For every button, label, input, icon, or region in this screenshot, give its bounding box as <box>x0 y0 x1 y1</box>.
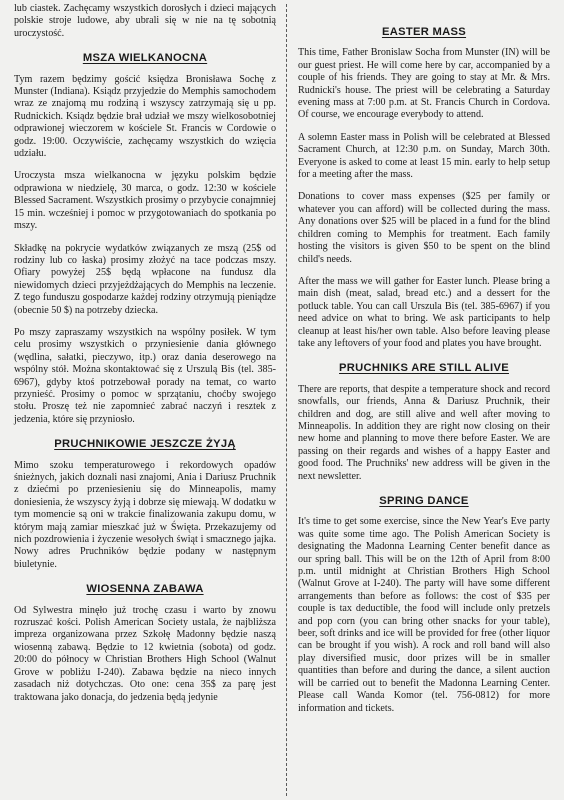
section-heading: SPRING DANCE <box>379 495 469 507</box>
paragraph: Uroczysta msza wielkanocna w języku polskim będzie odprawiona w niedzielę, 30 marca, o godz. 12:30 w kościele Blessed Sacrament. Wszystkich prosimy o przybycie conajmniej 15 min. wcześniej i pomoc w przygotowaniach do spotkania po mszy. <box>14 170 276 232</box>
section-heading: WIOSENNA ZABAWA <box>86 583 204 596</box>
section-pruchnikowie <box>14 438 276 571</box>
paragraph: Donations to cover mass expenses ($25 per family or whatever you can afford) will be collected during the mass. Any donations over $25 will be placed in a fund for the blind children coming to Memphis for treatment. Each family hosting the visitors is given $50 to be spent on the blind child's needs. <box>298 191 550 265</box>
section-wiosenna-zabawa <box>14 583 276 704</box>
paragraph: There are reports, that despite a temperature shock and record snowfalls, our friends, Anna & Dariusz Pruchnik, their children and dog, are still alive and well after moving to Minneapolis. In addition they are right now closing on their new home and planning to move there before Easter. We are passing on their regards and wishes of a happy Easter and good food. The Pruchniks' new address will be given in the next newsletter. <box>298 383 550 482</box>
section-heading: PRUCHNIKS ARE STILL ALIVE <box>339 362 509 375</box>
paragraph: Od Sylwestra minęło już trochę czasu i warto by znowu rozruszać kości. Polish American Society ustala, że najbliższa impreza organizowana przez Szkołę Madonny będzie naszą wiosenną zabawą. Będzie to 12 kwietnia (sobota) od godz. 20:00 do północy w Christian Brothers High School (Walnut Grove w pobliżu I-240). Zabawa będzie na nieco innych zasadach niż dotychczas. Oto one: cena 35$ za parę jest traktowana jako donacja, do jedzenia będą jedynie <box>14 604 276 703</box>
section-spring-dance <box>298 495 550 715</box>
paragraph: Po mszy zapraszamy wszystkich na wspólny posiłek. W tym celu prosimy wszystkich o przyniesienie dania głównego (wędlina, sałatki, pieczywo, itp.) oraz dania deserowego na wspólny stół. Można skontaktować się z Urszulą Bis (tel. 385-6967), gdyby ktoś potrzebował porady na temat, co warto przynieść. Prosimy o pomoc w sprzątaniu, choćby swojego stołu. Proszę też nie zapomnieć zabrać naczyń i resztek z jedzenia, które się przyniosło. <box>14 326 276 425</box>
section-easter-mass <box>298 26 550 350</box>
right-column-english <box>298 0 550 800</box>
paragraph: Składkę na pokrycie wydatków związanych ze mszą (25$ od rodziny lub co łaska) prosimy złożyć na tace podczas mszy. Ofiary powyżej 25$ będą wpłacone na fundusz dla niewidomych dzieci przyjeżdżających do Memphis na leczenie. Z tego funduszu gospodarze każdej rodziny otrzymują pieniądze (obecnie 50 $) na potrzeby dziecka. <box>14 242 276 316</box>
paragraph: This time, Father Bronislaw Socha from Munster (IN) will be our guest priest. He will come here by car, accompanied by a couple of his friends. They are going to stay at Mr. & Mrs. Rudnicki's house. The priest will be celebrating a Saturday evening mass at 7:00 p.m. at St. Francis Church in Cordova. Of course, we encourage everybody to attend. <box>298 47 550 121</box>
section-heading: MSZA WIELKANOCNA <box>82 52 208 65</box>
column-divider <box>286 4 288 796</box>
intro-paragraph: lub ciastek. Zachęcamy wszystkich dorosłych i dzieci mających polskie stroje ludowe, aby ubrali się w nie na tę sobotnią uroczystość. <box>14 3 276 39</box>
left-column-polish <box>14 0 276 800</box>
paragraph: A solemn Easter mass in Polish will be celebrated at Blessed Sacrament Church, at 12:30 p.m. on Sunday, March 30th. Everyone is asked to come at least 15 min. early to help setup for a meeting after the mass. <box>298 131 550 181</box>
paragraph: It's time to get some exercise, since the New Year's Eve party was quite some time ago. The Polish American Society is designating the Madonna Learning Center benefit dance as our spring ball. This will be on the 12th of April from 8:00 p.m. until midnight at Christian Brothers High School (Walnut Grove at I-240). The party will have some different arrangements than before as follows: the cost of $35 per couple is tax deductible, the food will include only pretzels and pop corn (you can bring other snacks for your table), beer, soft drinks and ice will be provided for free (other liquor can be brought if you wish). A rock and roll band will also play diversified music, door prizes will be in smaller quantities than before and during the dance, a silent auction will be carried out to benefit the Madonna Learning Center. Please call Wanda Komor (tel. 756-0812) for more information and tickets. <box>298 516 550 714</box>
paragraph: After the mass we will gather for Easter lunch. Please bring a main dish (meat, salad, bread etc.) and a dessert for the potluck table. You can call Urszula Bis (tel. 385-6967) if you need advice on what to bring. We ask participants to help cleanup at least his/her own table. Also before leaving please take any leftovers of your food and plates you have brought. <box>298 275 550 349</box>
paragraph: Tym razem będzimy gościć księdza Bronisława Sochę z Munster (Indiana). Ksiądz przyjedzie do Memphis samochodem wraz ze znajomą mu rodziną i wszyscy zatrzymają się u pp. Rudnickich. Ksiądz będzie brał udział we mszy wielkosobotniej odprawionej wieczorem w kościele St. Francis w Cordowie o godz. 19:00. Oczywiście, zachęcamy wszystkich do wzięcia udziału. <box>14 73 276 160</box>
paragraph: Mimo szoku temperaturowego i rekordowych opadów śnieżnych, jakich doznali nasi znajomi, Ania i Dariusz Pruchnik z dziećmi po przeniesieniu się do Minneapolis, mamy doniesienia, że wszyscy żyją i dobrze się miewają. W dodatku w tym momencie są oni w trakcie finalizowania zakupu domu, w którym mają zamiar mieszkać już w Święta. Przekazujemy od nich pozdrowienia i życzenie wesołych świąt i smacznego jajka. Nowy adres Pruchników będzie podany w następnym biuletynie. <box>14 459 276 570</box>
section-heading: PRUCHNIKOWIE JESZCZE ŻYJĄ <box>54 438 236 451</box>
section-heading: EASTER MASS <box>381 26 467 38</box>
section-msza-wielkanocna <box>14 52 276 426</box>
section-pruchniks-alive <box>298 362 550 483</box>
